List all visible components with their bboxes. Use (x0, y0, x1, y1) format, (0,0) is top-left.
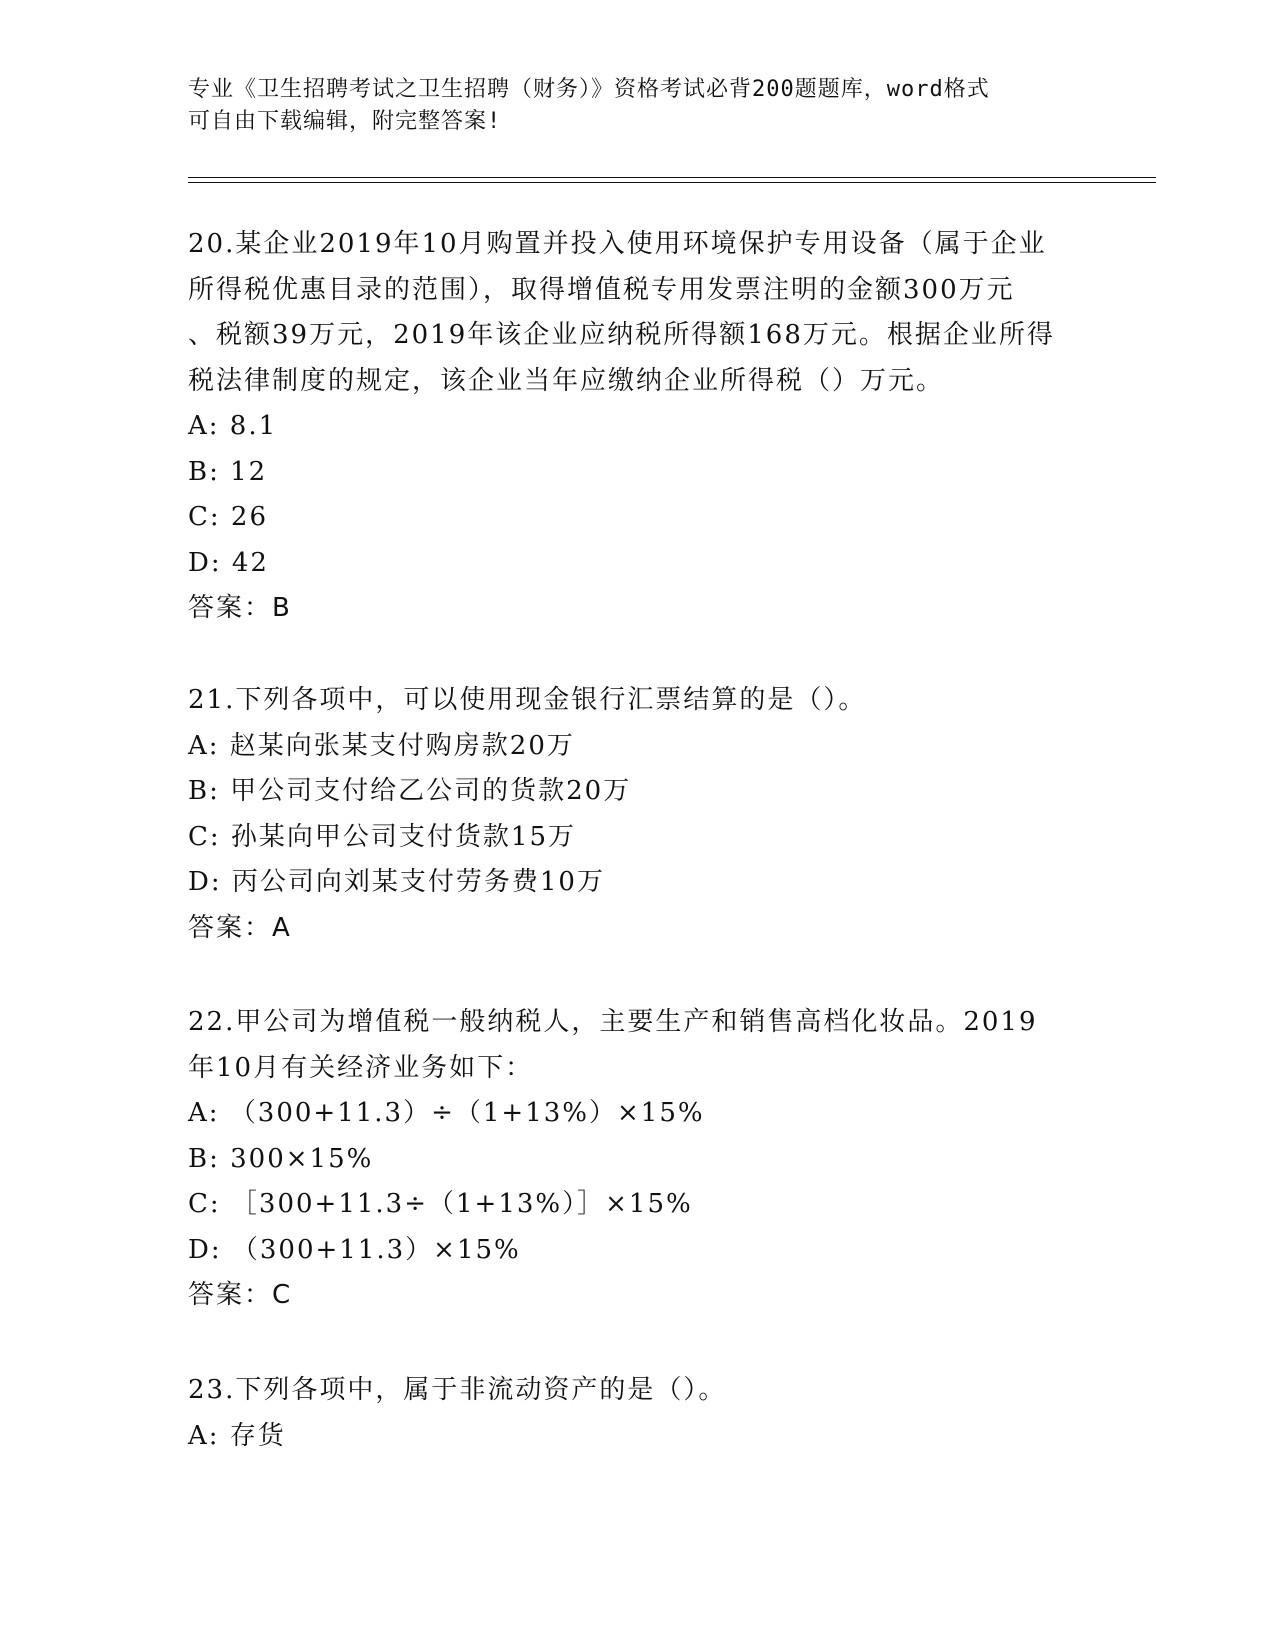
answer: 答案：C (188, 1280, 293, 1310)
stem-line: 税法律制度的规定，该企业当年应缴纳企业所得税（）万元。 (188, 365, 945, 396)
answer: 答案：A (188, 912, 292, 943)
header-divider-top (188, 177, 1156, 178)
option-a: A: 8.1 (188, 411, 278, 441)
document-header (188, 74, 1088, 138)
stem-line: 20.某企业2019年10月购置并投入使用环境保护专用设备（属于企业 (188, 229, 1047, 259)
option-d: D: （300+11.3）×15% (188, 1234, 521, 1265)
question-stem (188, 1368, 1088, 1414)
question-stem (188, 1000, 1088, 1091)
option-a: A: 赵某向张某支付购房款20万 (188, 730, 575, 761)
question-23 (188, 1368, 1088, 1459)
stem-line: 21.下列各项中，可以使用现金银行汇票结算的是（）。 (188, 685, 867, 715)
question-21 (188, 678, 1088, 951)
option-c: C: 孙某向甲公司支付货款15万 (188, 821, 577, 852)
option-b: B: 12 (188, 456, 268, 487)
stem-line: 所得税优惠目录的范围），取得增值税专用发票注明的金额300万元 (188, 274, 1015, 305)
option-a: A: 存货 (188, 1420, 286, 1451)
stem-line: 、税额39万元，2019年该企业应纳税所得额168万元。根据企业所得 (188, 320, 1055, 350)
option-c: C: ［300+11.3÷（1+13%）］×15% (188, 1189, 693, 1219)
stem-line: 22.甲公司为增值税一般纳税人，主要生产和销售高档化妆品。2019 (188, 1007, 1038, 1037)
option-a: A: （300+11.3）÷（1+13%）×15% (188, 1098, 705, 1128)
option-b: B: 300×15% (188, 1143, 374, 1174)
stem-line: 年10月有关经济业务如下： (188, 1052, 534, 1083)
header-divider-bottom (188, 182, 1156, 183)
option-d: D: 42 (188, 547, 269, 578)
question-20 (188, 222, 1088, 632)
option-c: C: 26 (188, 502, 269, 532)
answer: 答案：B (188, 593, 292, 623)
header-line-1: 专业《卫生招聘考试之卫生招聘（财务）》资格考试必背200题题库，word格式 (188, 77, 990, 102)
option-d: D: 丙公司向刘某支付劳务费10万 (188, 867, 605, 897)
question-22 (188, 1000, 1088, 1319)
header-line-2: 可自由下载编辑，附完整答案! (188, 109, 502, 134)
option-b: B: 甲公司支付给乙公司的货款20万 (188, 776, 632, 806)
question-stem (188, 678, 1088, 724)
question-stem (188, 222, 1088, 404)
stem-line: 23.下列各项中，属于非流动资产的是（）。 (188, 1375, 727, 1405)
